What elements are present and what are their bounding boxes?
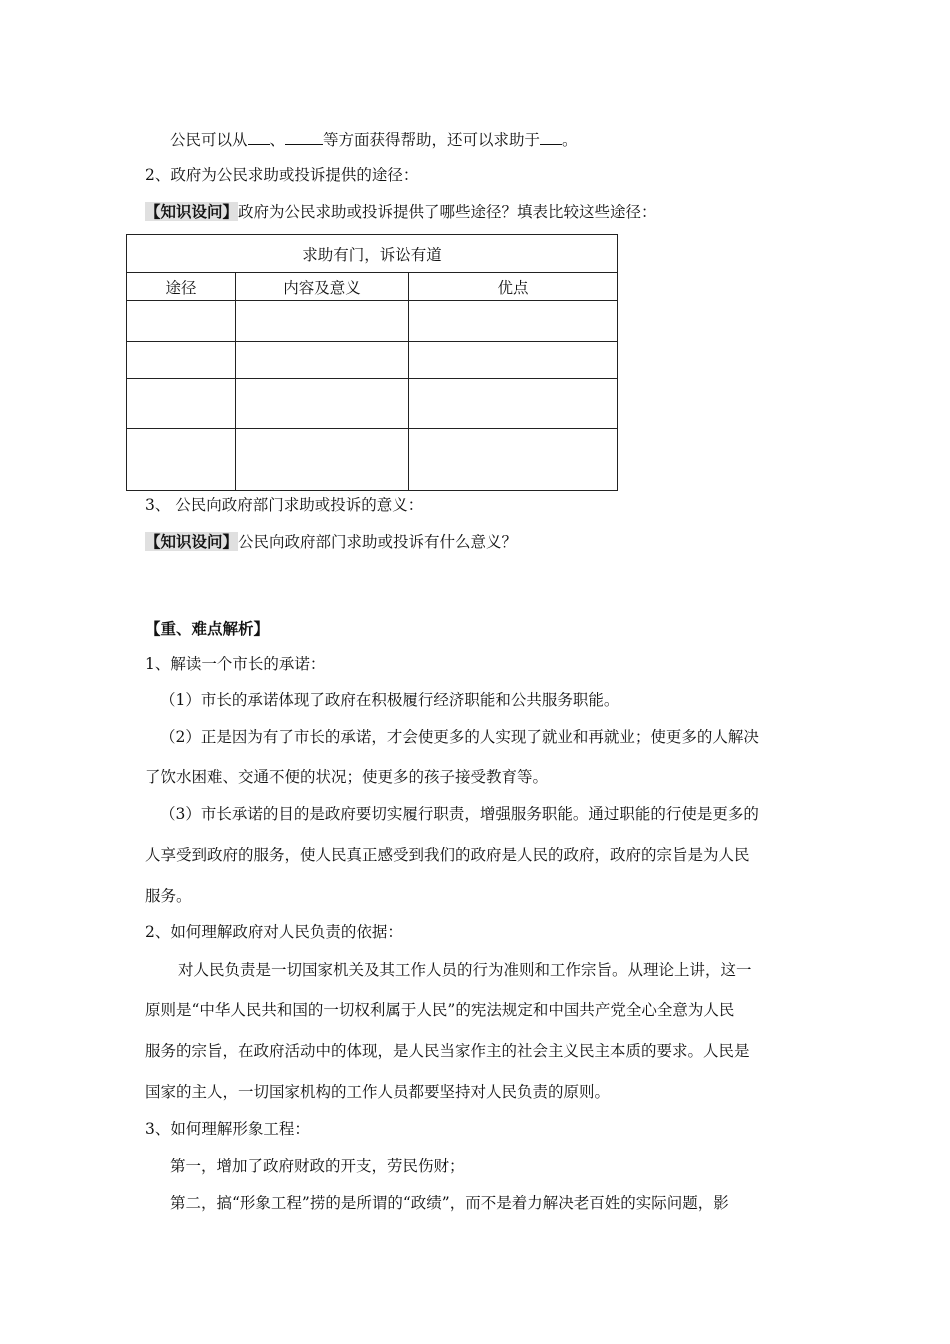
- table-row: [127, 342, 618, 379]
- table-title-row: [127, 235, 618, 273]
- analysis-paragraph: 第一，增加了政府财政的开支，劳民伤财；: [170, 1157, 465, 1175]
- comparison-table: [126, 234, 618, 491]
- table-title: 求助有门，诉讼有道: [127, 235, 618, 273]
- table-row: [127, 429, 618, 491]
- text-segment: 。: [562, 131, 578, 149]
- table-cell: [236, 429, 409, 491]
- fill-blank-2: [285, 128, 323, 145]
- table-cell: [409, 301, 618, 342]
- table-cell: [127, 429, 236, 491]
- table-header-row: [127, 273, 618, 301]
- question-text: 政府为公民求助或投诉提供了哪些途径？填表比较这些途径：: [238, 203, 657, 221]
- analysis-paragraph: （3）市长承诺的目的是政府要切实履行职责，增强服务职能。通过职能的行使是更多的: [160, 805, 759, 823]
- question-tag: 【知识设问】: [145, 202, 239, 221]
- item-3-heading: 3、 公民向政府部门求助或投诉的意义：: [145, 496, 424, 514]
- analysis-paragraph: 国家的主人，一切国家机构的工作人员都要坚持对人民负责的原则。: [145, 1083, 611, 1101]
- fill-blank-1: [248, 128, 270, 145]
- fill-blank-3: [540, 128, 562, 145]
- analysis-item-1: 1、解读一个市长的承诺：: [145, 655, 326, 673]
- analysis-paragraph: 了饮水困难、交通不便的状况；使更多的孩子接受教育等。: [145, 768, 549, 786]
- header-cell: 途径: [127, 273, 236, 301]
- table-cell: [127, 342, 236, 379]
- table-cell: [236, 342, 409, 379]
- text-segment: 、: [269, 131, 286, 149]
- table-cell: [409, 429, 618, 491]
- item-2-heading: 2、政府为公民求助或投诉提供的途径：: [145, 166, 419, 184]
- analysis-paragraph: 第二，搞“形象工程”捞的是所谓的“政绩”，而不是着力解决老百姓的实际问题，影: [170, 1194, 729, 1212]
- header-cell: 优点: [409, 273, 618, 301]
- text-segment: 公民可以从: [170, 131, 248, 149]
- analysis-paragraph: 人享受到政府的服务，使人民真正感受到我们的政府是人民的政府，政府的宗旨是为人民: [145, 846, 750, 864]
- table-cell: [409, 379, 618, 429]
- knowledge-question-2: [145, 532, 517, 552]
- table-cell: [236, 379, 409, 429]
- header-cell: 内容及意义: [236, 273, 409, 301]
- analysis-paragraph: （1）市长的承诺体现了政府在积极履行经济职能和公共服务职能。: [160, 691, 620, 709]
- analysis-paragraph: 对人民负责是一切国家机关及其工作人员的行为准则和工作宗旨。从理论上讲，这一: [178, 961, 752, 979]
- table-cell: [409, 342, 618, 379]
- table-cell: [127, 301, 236, 342]
- analysis-item-2: 2、如何理解政府对人民负责的依据：: [145, 923, 403, 941]
- analysis-item-3: 3、如何理解形象工程：: [145, 1120, 310, 1138]
- text-segment: 等方面获得帮助，还可以求助于: [323, 131, 541, 149]
- question-text: 公民向政府部门求助或投诉有什么意义？: [238, 533, 518, 551]
- analysis-paragraph: 服务的宗旨，在政府活动中的体现，是人民当家作主的社会主义民主本质的要求。人民是: [145, 1042, 750, 1060]
- knowledge-question-1: [145, 202, 657, 222]
- table-row: [127, 379, 618, 429]
- analysis-paragraph: （2）正是因为有了市长的承诺，才会使更多的人实现了就业和再就业；使更多的人解决: [160, 728, 759, 746]
- table-cell: [236, 301, 409, 342]
- analysis-paragraph: 原则是“中华人民共和国的一切权利属于人民”的宪法规定和中国共产党全心全意为人民: [145, 1001, 735, 1019]
- table-cell: [127, 379, 236, 429]
- question-tag: 【知识设问】: [145, 532, 239, 551]
- table-row: [127, 301, 618, 342]
- help-sources-sentence: [170, 128, 578, 150]
- analysis-paragraph: 服务。: [145, 887, 192, 905]
- section-heading: 【重、难点解析】: [145, 619, 270, 638]
